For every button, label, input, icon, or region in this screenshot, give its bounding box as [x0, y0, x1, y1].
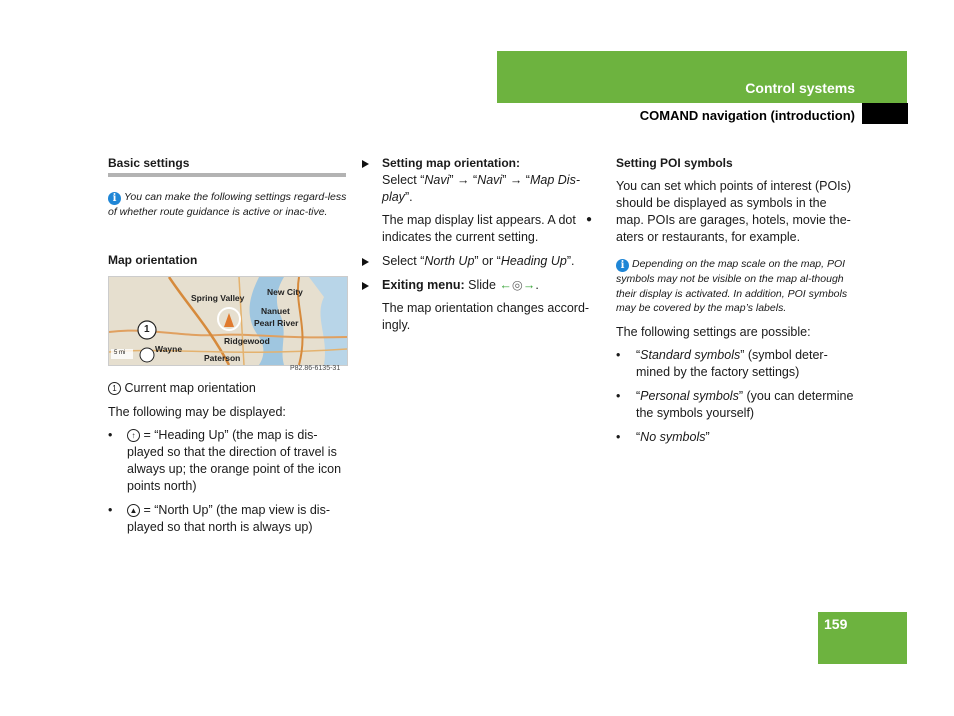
step3-result: The map orientation changes accord-ingly.	[382, 301, 590, 332]
displayed-intro: The following may be displayed:	[108, 405, 286, 419]
step-arrow-icon	[362, 282, 369, 290]
bullet-dot: •	[108, 428, 113, 442]
possible-intro: The following settings are possible:	[616, 325, 811, 339]
legend-text: Current map orientation	[124, 381, 256, 395]
bullet-dot: •	[108, 503, 113, 517]
map-label-ridgewood: Ridgewood	[224, 336, 270, 346]
image-code: P82.86-6135-31	[290, 365, 341, 372]
poi-note-text: Depending on the map scale on the map, POI symbols may not be visible on the map al-though their display is activated. In addition, POI symbols may be covered by the map’s labels.	[616, 258, 848, 314]
map-graphic	[109, 277, 347, 365]
note-text: You can make the following settings regard-less of whether route guidance is active or inac-tive.	[108, 191, 347, 218]
map-label-nanuet: Nanuet	[261, 306, 290, 316]
poi-option-personal: • “Personal symbols” (you can determine the symbols yourself)	[616, 389, 854, 420]
info-note	[108, 190, 348, 220]
info-icon: i	[616, 259, 629, 272]
poi-option-none: • “No symbols”	[616, 430, 710, 444]
map-label-pearl-river: Pearl River	[254, 318, 299, 328]
dot-indicator-icon: ●	[586, 214, 593, 225]
bullet-heading-up	[108, 427, 348, 495]
map-orientation-heading: Map orientation	[108, 253, 198, 267]
map-scale: 5 mi	[114, 350, 126, 356]
bullet-north-up	[108, 502, 348, 536]
map-image	[108, 276, 348, 366]
map-marker-number: 1	[144, 324, 150, 335]
column-1	[108, 155, 348, 172]
slide-controller-icon: ←◎→	[499, 278, 536, 292]
map-label-new-city: New City	[267, 287, 303, 297]
heading-rule	[108, 173, 346, 177]
map-label-spring-valley: Spring Valley	[191, 293, 245, 303]
info-icon: i	[108, 192, 121, 205]
bullet-dot: •	[616, 430, 621, 444]
step3-instruction: Exiting menu: Slide ←◎→.	[382, 278, 539, 292]
subheader-tab	[862, 103, 908, 124]
section-title: Control systems	[745, 80, 855, 96]
bullet-2-text: = “North Up” (the map view is dis-played so that north is always up)	[127, 503, 330, 534]
step-arrow-icon	[362, 258, 369, 266]
poi-option-standard: • “Standard symbols” (symbol deter-mined by the factory settings)	[616, 348, 828, 379]
map-legend	[108, 380, 348, 397]
bullet-1-text: = “Heading Up” (the map is dis-played so that the direction of travel is always up; the orange point of the icon points north)	[127, 428, 342, 493]
step1-heading: Setting map orientation:	[382, 156, 520, 170]
step2-instruction: Select “North Up” or “Heading Up”.	[382, 254, 575, 268]
step-setting-map-orientation	[382, 155, 597, 206]
poi-heading: Setting POI symbols	[616, 156, 733, 170]
step1-instruction: Select “Navi” → “Navi” → “Map Dis-play”.	[382, 173, 580, 204]
map-label-paterson: Paterson	[204, 353, 241, 363]
poi-intro: You can set which points of interest (POIs) should be displayed as symbols in the map. POIs are garages, hotels, movie the-aters or restaurants, for example.	[616, 179, 852, 244]
basic-settings-heading: Basic settings	[108, 156, 190, 170]
subsection-title: COMAND navigation (introduction)	[639, 108, 855, 123]
bullet-dot: •	[616, 389, 621, 403]
legend-number: 1	[108, 382, 121, 395]
step1-result: The map display list appears. A dot indicates the current setting.	[382, 213, 576, 244]
poi-info-note	[616, 257, 856, 316]
bullet-dot: •	[616, 348, 621, 362]
step-arrow-icon	[362, 160, 369, 168]
north-up-icon: ▲	[127, 504, 140, 517]
step3-text: Slide	[468, 278, 496, 292]
map-label-wayne: Wayne	[155, 344, 183, 354]
heading-up-icon: ↑	[127, 429, 140, 442]
step3-label: Exiting menu:	[382, 278, 465, 292]
page-number: 159	[824, 616, 848, 632]
